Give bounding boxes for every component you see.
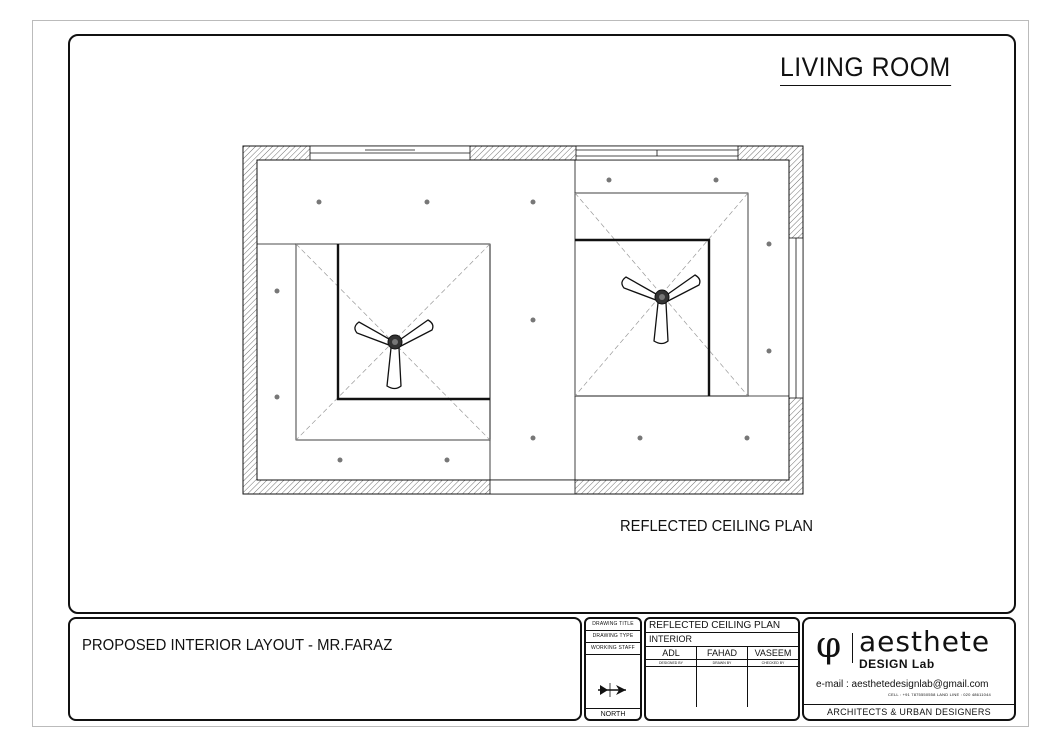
brand-name: aesthete [859, 625, 991, 658]
staff-designed: ADL DESIGNED BY [646, 647, 697, 707]
label-column [584, 617, 642, 721]
drawing-info-box [644, 617, 800, 721]
staff-checked: VASEEM CHECKED BY [748, 647, 798, 707]
label-working-staff: WORKING STAFF [586, 643, 640, 655]
label-drawing-type: DRAWING TYPE [586, 631, 640, 643]
north-label: NORTH [586, 708, 640, 718]
project-title: PROPOSED INTERIOR LAYOUT - MR.FARAZ [82, 637, 393, 654]
north-arrow-icon [586, 675, 640, 705]
brand-logo-icon: φ [816, 625, 842, 666]
drawing-title-value: REFLECTED CEILING PLAN [646, 619, 798, 633]
brand-email: e-mail : aesthetedesignlab@gmail.com [816, 679, 989, 690]
label-drawing-title: DRAWING TITLE [586, 619, 640, 631]
brand-tagline: ARCHITECTS & URBAN DESIGNERS [804, 704, 1014, 719]
brand-box [802, 617, 1016, 721]
drawing-type-value: INTERIOR [646, 633, 798, 647]
brand-divider [852, 633, 853, 663]
project-title-box [68, 617, 582, 721]
brand-contact: CELL : +91 7875550558 LAND LINE : 020 48611044 [888, 692, 991, 697]
room-title: LIVING ROOM [780, 52, 951, 86]
brand-sub: DESIGN Lab [859, 657, 935, 671]
plan-label: REFLECTED CEILING PLAN [620, 518, 814, 535]
staff-drawn: FAHAD DRAWN BY [697, 647, 748, 707]
walls [243, 146, 803, 494]
